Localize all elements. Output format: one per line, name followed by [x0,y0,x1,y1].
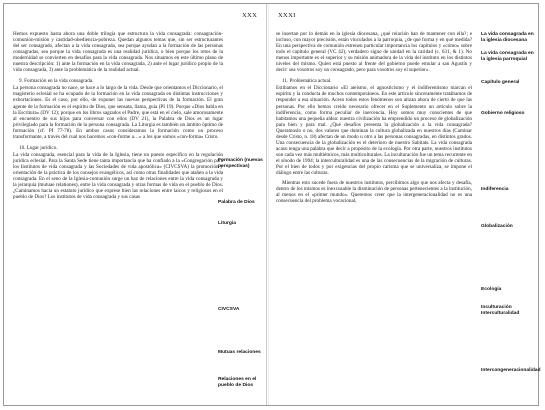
section-9-heading: 9. Formación en la vida consagrada. [19,78,94,85]
left-page-body [13,28,223,204]
book-spine-shadow [268,4,269,405]
section-11-text-2: Mientras esto sucede fuera de nuestros institutos, percibimos algo que nos afecta y desafía, dentro de los mismos es inexcusable la disminución de personas pertenecientes a la institución, al menos en el «primer mundo». Queremos creer que la intergeneracionalidad no es una consecuencia del problema vocacional, [276,179,472,204]
intro-paragraph: Hemos expuesto hasta ahora una doble trilogía que estructura la vida consagrada: consagración-comunión-misión y castidad-obediencia-pobreza. Quedan algunos temas que, sin ser estructurantes del ser consagrado, afectan a la vida consagrada, sea porque ayudan a la formación de las personas consagradas, sea porque la vida consagrada es una realidad jurídica, o bien porque los retos de la modernidad se convierten en desafíos para la vida consagrada. Nos situamos en este último plano de nuestra descripción: 1) ante la formación en la vida consagrada, 2) ante el lugar jurídico propio de la vida consagrada, 3) ante la problemática de la realidad actual. [13,31,223,74]
margin-note-capitulo-general: Capítulo general [481,80,520,85]
margin-note-mutuas-relaciones: Mutuas relaciones [218,350,261,355]
margin-note-liturgia: Liturgia [218,221,236,226]
margin-note-formacion: Formación (nuevas perspectivas) [218,158,263,169]
margin-note-inculturacion: Inculturación Interculturalidad [481,305,520,316]
section-10-text: La vida consagrada, esencial para la vida de la Iglesia, tiene un puesto específico en la regulación jurídica eclesial. Para la Santa Sede tiene tanta importancia que ha confiado a la «Congregación para los Institutos de vida consagrada y las Sociedades de vida apostólica» (CIVCSVA) la promoción y orientación de la práctica de los consejos evangélicos, así como otras finalidades que atañen a la vida consagrada. En el seno de la Iglesia-comunión surge un haz de relaciones entre la vida consagrada y la jerarquía (mutuae relationes), entre la vida consagrada y otras formas de vida en el pueblo de Dios. ¿Caminamos hacia un estatuto jurídico que exprese bien las relaciones entre laicos y religiosos en el pueblo de Dios? Los institutos de vida consagrada y sus casas [13,151,223,201]
margin-note-intercongeneracionalidad: Intercongeneracionalidad [481,368,541,373]
right-page-body [276,28,472,207]
right-page-number: XXXI [278,12,296,19]
section-10-heading: 10. Lugar jurídico. [19,144,58,151]
margin-note-civcsva: CIVCSVA [218,307,240,312]
book-spine [266,4,267,405]
margin-note-palabra-de-dios: Palabra de Dios [218,200,255,205]
margin-note-gobierno-religioso: Gobierno religioso [481,111,525,116]
left-page-number: XXX [242,12,258,19]
margin-note-globalizacion: Globalización [481,224,513,229]
section-9-text: La persona consagrada no nace, se hace a lo largo de la vida. Desde que orientamos el Diccionario, el magisterio eclesial se ha ocupado de la formación en la vida consagrada en distintas instrucciones y exhortaciones. Es el caso, por ello, de exponer las nuevas perspectivas de la formación. El gran agente de la formación es el espíritu de Dios, que sensata, llama, guía (PI 19). Porque «Dios habla en la Escritura» (DV 12); porque en los libros sagrados el Padre, que está en el cielo, sale amorosamente al encuentro de sus hijos para conversar con ellos (DV 21), la Palabra de Dios es un lugar privilegiado para la formación de la persona consagrada. La Liturgia es también un ámbito óptimo de formación (cf. PI 77-78). En ambos casos consideramos la formación como un proceso transformante, a través del cual nos hacemos «con-forme a…» a los que somos «con-forma» Cristo. [13,85,223,140]
margin-note-iglesia-parroquial: La vida consagrada en la iglesia parroquial [481,51,534,62]
margin-note-indiferencia: Indiferencia [481,187,509,192]
margin-note-iglesia-diocesana: La vida consagrada en la iglesia diocesana [481,32,534,43]
margin-note-pueblo-de-dios: Relaciones en el pueblo de Dios [218,377,257,388]
continued-text: se insertan por lo demás en la iglesia diocesana, ¿qué relación han de mantener con ella?; e incluso, con mayor precisión, están vinculados a la parroquia, ¿de qué forma y en qué medida? En una perspectiva de comunión estrenen particular importancia los capítulos y «cómo» sobre todo el capítulo general (VC 42), verdadero signo de unidad en la caridad (c. 631, & 1). No menos importante es el superior y su misión animadora de la vida del instituto en los distintos niveles del mismo. Quien está puesto al frente del gobierno puede emular a san Agustín y decir: sea vosotros soy un consagrado, pero para vosotros soy el superior». [276,31,472,74]
margin-note-ecologia: Ecología [481,287,502,292]
section-11-heading: 11. Problemática actual. [282,78,332,85]
section-11-text-1: Estibamos en el Diccionario «El ateísmo, el agnosticismo y el indiferentismo marcan el espíritu y la conducta de muchos contemporáneos. En este artículo sinceramente tratábamos de responder a esa situación. Aceso todos estos fenómenos son atizan ahora de cierto de que las personas. Por ello hemos creído necesario ofrecer en el Suplemento un artículo sobre la indiferencia, como forma peculiar de inercencia. Hoy somos muy conscientes de que habitamos una pequeña aldea: nuestra civilización ha emprendido un proceso de globalización para bien y para mal. ¿Qué desafíos presenta la globalización a la vida consagrada? Queramoslo o no, dos valores que dominan la cultura globalizada en nuestros días (Caminar desde Cristo, n. 18) afectan de un modo u otro a las personas consagradas, en distintos grados. Una consecuencia de la globalización es el deterioro de nuestro Sabitats. La vida consagrada acaso tenga una palabra que decir a propósito de la ecología. Por otra parte, nuestros institutos son cada vez más multiétnicos, más multiculturales. La inculturación fue un tema recurrente en el sínodo de 1994; la interculturalidad es una de las consecuencias de la migración de culturas. Por el bien de todos y por exigencias del propio carisma que se universaliza, se impone el diálogo entre las culturas. [276,85,472,177]
